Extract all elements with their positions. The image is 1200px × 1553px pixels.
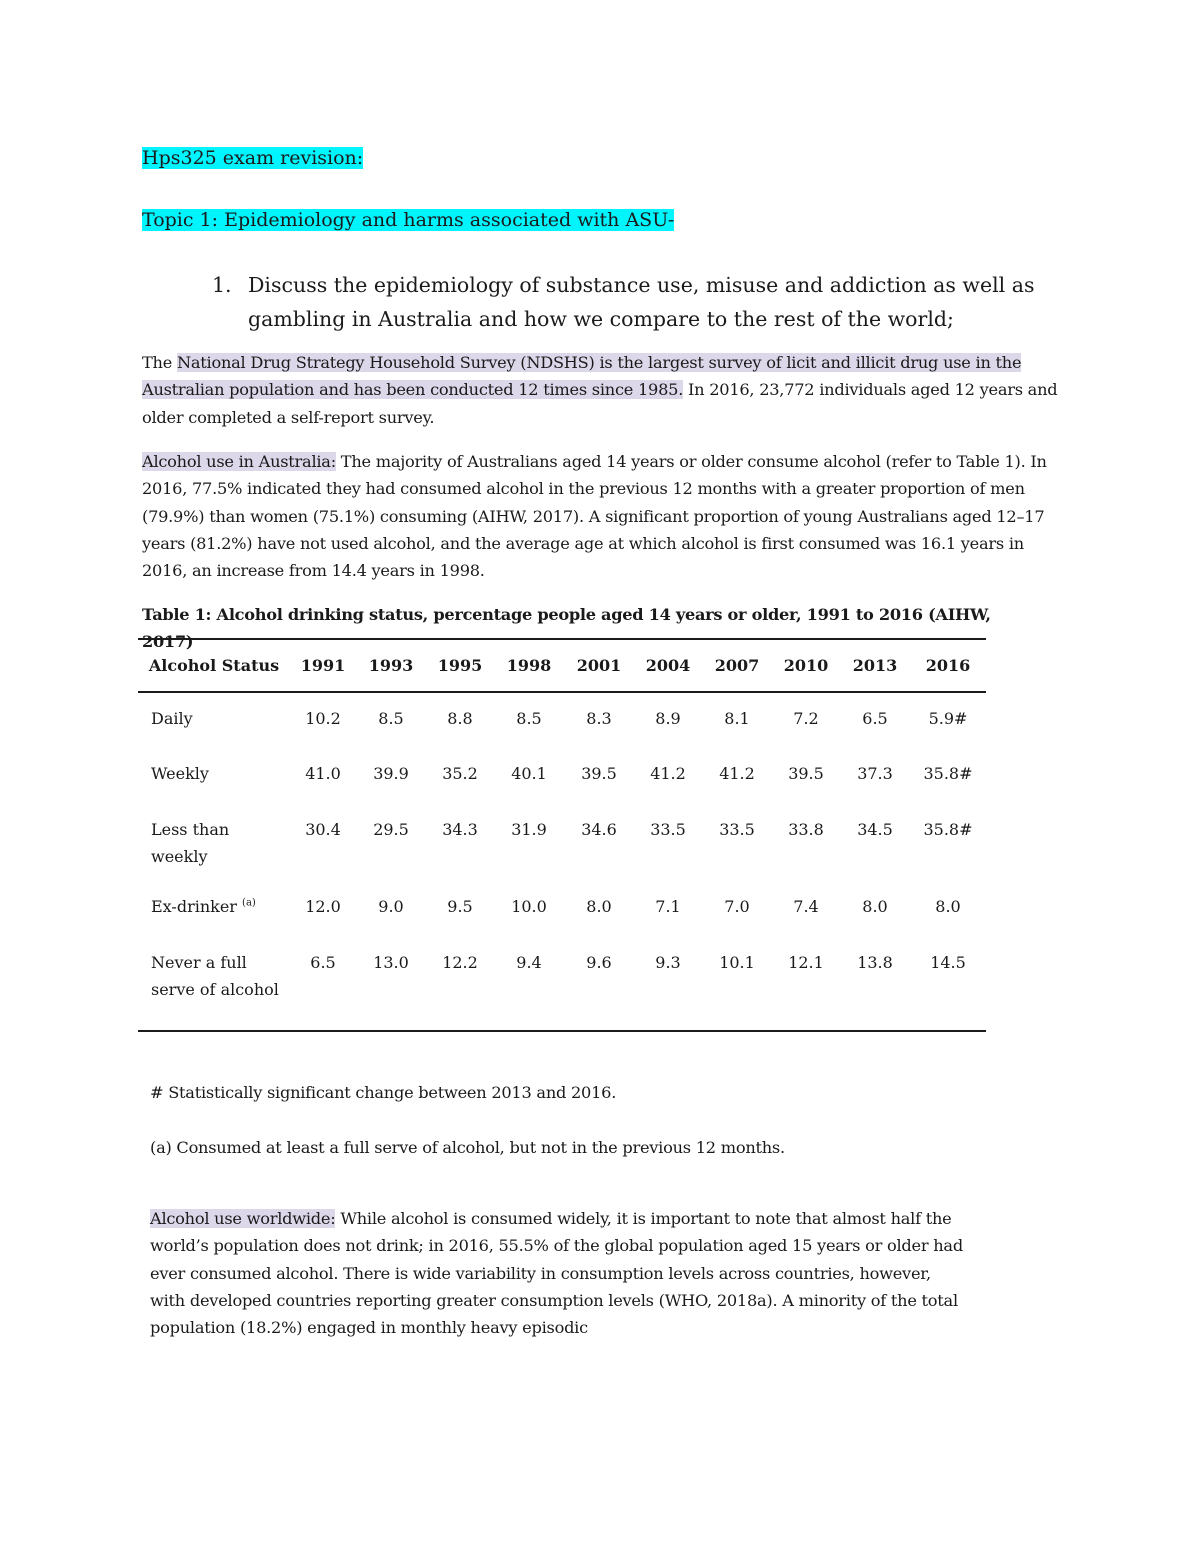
row-label: Less than weekly — [151, 820, 230, 866]
table-cell: 13.8 — [857, 953, 893, 972]
column-header-status: Alcohol Status — [148, 656, 280, 675]
table-cell: 39.5 — [581, 764, 617, 783]
table-cell: 35.8# — [923, 820, 973, 839]
title-highlight: Hps325 exam revision: — [142, 147, 364, 169]
table-cell: 40.1 — [511, 764, 547, 783]
question-text: Discuss the epidemiology of substance use, misuse and addiction as well as gambling in Australia and how we compare to the rest of the world; — [248, 273, 1035, 331]
table-cell: 8.5 — [516, 709, 542, 728]
table-cell: 8.0 — [586, 897, 612, 916]
table-cell: 8.0 — [862, 897, 888, 916]
table-cell: 9.4 — [516, 953, 542, 972]
column-header-year: 2004 — [645, 656, 691, 675]
table-cell: 30.4 — [305, 820, 341, 839]
table-cell: 6.5 — [862, 709, 888, 728]
ndshs-lead: The — [142, 353, 177, 372]
table-header-row — [138, 639, 986, 692]
question-number: 1. — [212, 273, 232, 297]
table-note-significance: # Statistically significant change between 2013 and 2016. — [150, 1083, 617, 1102]
table-cell: 5.9# — [928, 709, 968, 728]
row-label: Never a full serve of alcohol — [151, 953, 279, 999]
alcohol-worldwide-text: While alcohol is consumed widely, it is important to note that almost half the world’s population does not drink; in 2016, 55.5% of the global population aged 15 years or older had ever consumed alcohol. There is wide variability in consumption levels across countries, however, with developed countries reporting greater consumption levels (WHO, 2018a). A minority of the total population (18.2%) engaged in monthly heavy episodic — [150, 1209, 963, 1338]
alcohol-worldwide-paragraph — [150, 1205, 970, 1341]
table-cell: 34.5 — [857, 820, 893, 839]
table-cell: 35.2 — [442, 764, 478, 783]
topic-highlight: Topic 1: Epidemiology and harms associated with ASU- — [142, 209, 675, 231]
table-cell: 9.6 — [586, 953, 612, 972]
table-cell: 12.0 — [305, 897, 341, 916]
table-cell: 7.0 — [724, 897, 750, 916]
column-header-year: 1991 — [300, 656, 346, 675]
column-header-year: 2016 — [925, 656, 971, 675]
table-cell: 8.1 — [724, 709, 750, 728]
table-cell: 33.5 — [650, 820, 686, 839]
table-cell: 33.5 — [719, 820, 755, 839]
table-cell: 7.2 — [793, 709, 819, 728]
column-header-year: 2001 — [576, 656, 622, 675]
table-row — [138, 692, 986, 748]
table-row — [138, 881, 986, 937]
table-cell: 35.8# — [923, 764, 973, 783]
table-cell: 31.9 — [511, 820, 547, 839]
table-cell: 39.5 — [788, 764, 824, 783]
table-row — [138, 804, 986, 881]
table-cell: 9.0 — [378, 897, 404, 916]
data-table — [138, 638, 986, 1032]
row-label-text: Ex-drinker — [151, 897, 243, 916]
row-label — [138, 881, 290, 937]
column-header-year: 1995 — [437, 656, 483, 675]
table-cell: 8.0 — [935, 897, 961, 916]
table-cell: 10.0 — [511, 897, 547, 916]
ndshs-paragraph — [142, 349, 1062, 431]
table-cell: 10.2 — [305, 709, 341, 728]
table-row — [138, 748, 986, 804]
table-cell: 34.3 — [442, 820, 478, 839]
column-header-year: 2010 — [783, 656, 829, 675]
table-cell: 8.9 — [655, 709, 681, 728]
table-cell: 37.3 — [857, 764, 893, 783]
document-title — [142, 144, 363, 172]
alcohol-worldwide-label: Alcohol use worldwide: — [150, 1209, 336, 1228]
table-note-a: (a) Consumed at least a full serve of alcohol, but not in the previous 12 months. — [150, 1138, 785, 1157]
table-cell: 7.4 — [793, 897, 819, 916]
column-header-year: 2013 — [852, 656, 898, 675]
table-cell: 29.5 — [373, 820, 409, 839]
table-cell: 41.2 — [719, 764, 755, 783]
table-cell: 8.3 — [586, 709, 612, 728]
table-cell: 6.5 — [310, 953, 336, 972]
row-label: Daily — [151, 709, 193, 728]
column-header-year: 1998 — [506, 656, 552, 675]
alcohol-australia-label: Alcohol use in Australia: — [142, 452, 336, 471]
table-cell: 8.8 — [447, 709, 473, 728]
table-cell: 39.9 — [373, 764, 409, 783]
footnote-marker: (a) — [242, 897, 256, 909]
row-label: Weekly — [151, 764, 209, 783]
table-cell: 7.1 — [655, 897, 681, 916]
alcohol-status-table — [138, 638, 986, 1032]
alcohol-australia-text: The majority of Australians aged 14 years or older consume alcohol (refer to Table 1). In 2016, 77.5% indicated they had consumed alcohol in the previous 12 months with a greater proportion of men (79.9%) than women (75.1%) consuming (AIHW, 2017). A significant proportion of young Australians aged 12–17 years (81.2%) have not used alcohol, and the average age at which alcohol is first consumed was 16.1 years in 2016, an increase from 14.4 years in 1998. — [142, 452, 1047, 581]
ndshs-rest: In 2016, 23,772 individuals aged 12 years and older completed a self-report survey. — [142, 380, 1058, 427]
table-row — [138, 937, 986, 1031]
table-cell: 14.5 — [930, 953, 966, 972]
table-cell: 8.5 — [378, 709, 404, 728]
column-header-year: 2007 — [714, 656, 760, 675]
ndshs-highlight: National Drug Strategy Household Survey (NDSHS) is the largest survey of licit and illicit drug use in the Australian population and has been conducted 12 times since 1985. — [142, 353, 1022, 400]
table-cell: 41.0 — [305, 764, 341, 783]
table-cell: 9.5 — [447, 897, 473, 916]
table-caption: Table 1: Alcohol drinking status, percentage people aged 14 years or older, 1991 to 2016 (AIHW, 2017) — [142, 605, 991, 651]
table-cell: 9.3 — [655, 953, 681, 972]
table-cell: 13.0 — [373, 953, 409, 972]
question-item — [212, 268, 1072, 336]
column-header-year: 1993 — [368, 656, 414, 675]
table-cell: 41.2 — [650, 764, 686, 783]
table-cell: 34.6 — [581, 820, 617, 839]
table-cell: 12.1 — [788, 953, 824, 972]
alcohol-australia-paragraph — [142, 448, 1062, 584]
table-cell: 12.2 — [442, 953, 478, 972]
topic-heading — [142, 206, 674, 234]
table-cell: 10.1 — [719, 953, 755, 972]
table-cell: 33.8 — [788, 820, 824, 839]
